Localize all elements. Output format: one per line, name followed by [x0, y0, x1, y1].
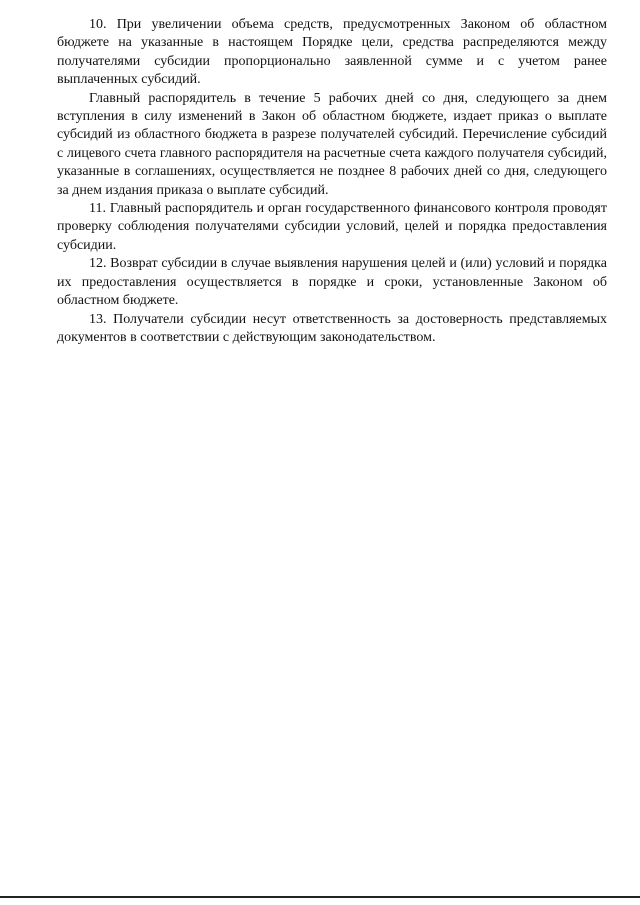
- paragraph-chief-administrator: Главный распорядитель в течение 5 рабочих дней со дня, следующего за днем вступления в силу изменений в Закон об областном бюджете, издает приказ о выплате субсидий из областного бюджета в разрезе получателей субсидий. Перечисление субсидий с лицевого счета главного распорядителя на расчетные счета каждого получателя субсидий, указанные в соглашениях, осуществляется не позднее 8 рабочих дней со дня, следующего за днем издания приказа о выплате субсидий.: [57, 90, 607, 198]
- paragraph-11: 11. Главный распорядитель и орган государственного финансового контроля проводят проверку соблюдения получателями субсидии условий, целей и порядка предоставления субсидии.: [57, 201, 607, 253]
- document-body: [57, 16, 607, 347]
- paragraph-13: 13. Получатели субсидии несут ответственность за достоверность представляемых документов в соответствии с действующим законодательством.: [57, 311, 607, 345]
- bottom-divider: [0, 896, 640, 898]
- paragraph-10: 10. При увеличении объема средств, предусмотренных Законом об областном бюджете на указанные в настоящем Порядке цели, средства распределяются между получателями субсидии пропорционально заявленной сумме и с учетом ранее выплаченных субсидий.: [57, 17, 607, 88]
- paragraph-12: 12. Возврат субсидии в случае выявления нарушения целей и (или) условий и порядка их предоставления осуществляется в порядке и сроки, установленные Законом об областном бюджете.: [57, 256, 607, 309]
